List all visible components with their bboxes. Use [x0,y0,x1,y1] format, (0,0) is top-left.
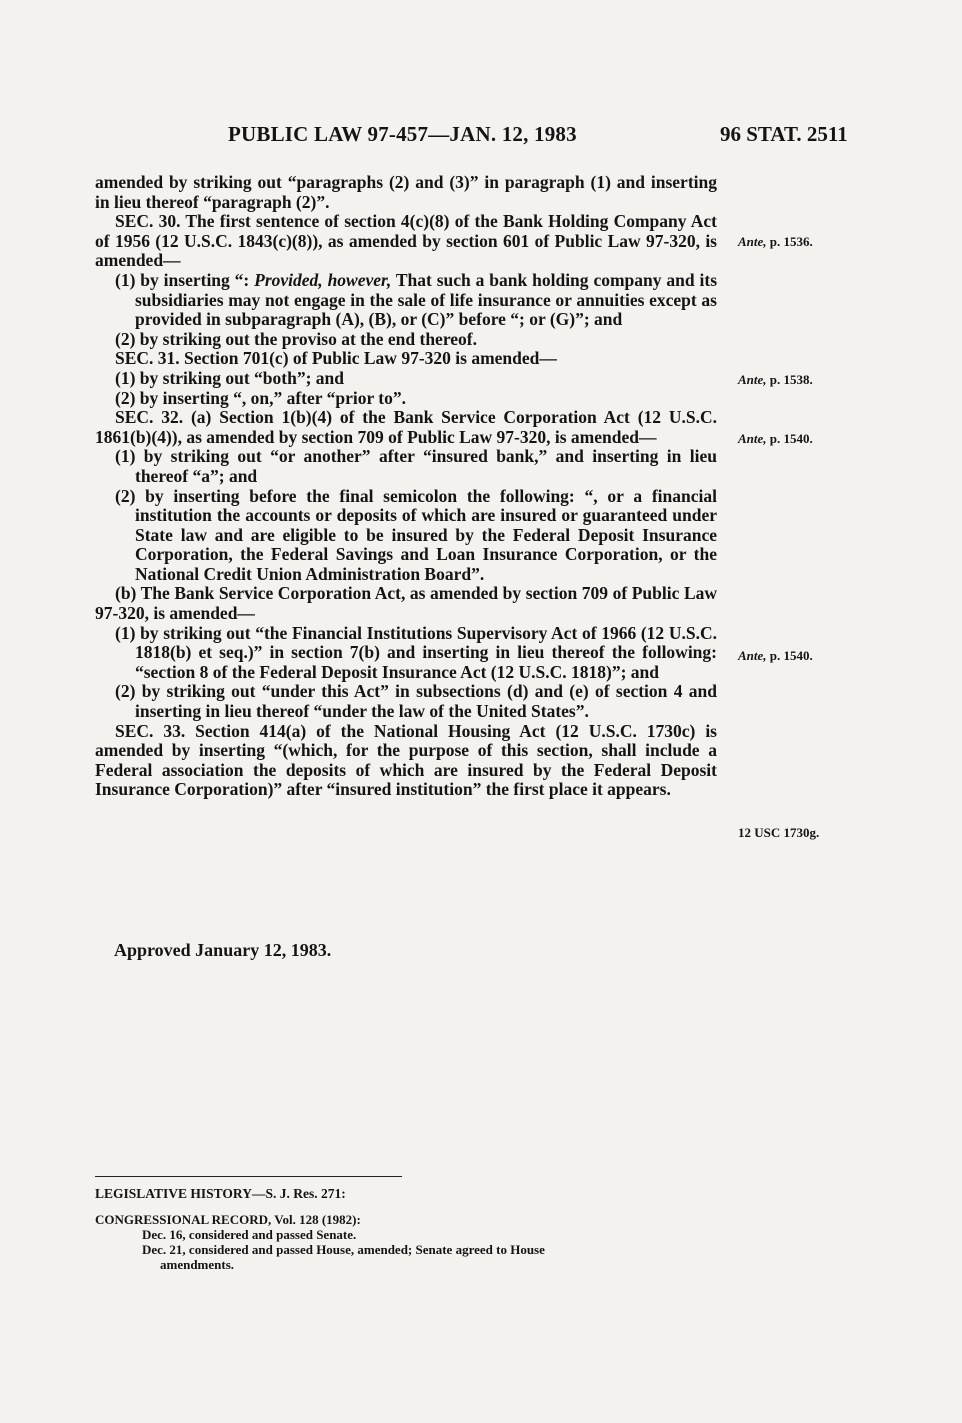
section-33: SEC. 33. Section 414(a) of the National Housing Act (12 U.S.C. 1730c) is amended by inserting “(which, for the purpose of this section, shall include a Federal association the deposits of which are insured by the Federal Deposit Insurance Corporation)” after “insured institution” the first place it appears. [95,720,717,800]
item-text: (1) by inserting “: [115,269,255,290]
margin-note-page: p. 1540. [769,648,813,663]
section-30: SEC. 30. The first sentence of section 4(c)(8) of the Bank Holding Company Act of 1956 (12 U.S.C. 1843(c)(8)), as amended by section 601 of Public Law 97-320, is amended— [95,211,717,271]
margin-note-page: p. 1538. [769,372,813,387]
section-31: SEC. 31. Section 701(c) of Public Law 97-320 is amended— [115,348,557,369]
section-30-item-2: (2) by striking out the proviso at the end thereof. [115,328,477,349]
margin-note-ante: Ante, [738,431,767,446]
section-30-item-1 [95,271,717,330]
margin-note-1 [738,234,813,250]
body-text [95,173,717,800]
margin-note-4 [738,648,813,664]
item-text: That such a bank holding company and its subsidiaries may not engage in the sale of life insurance or annuities except as provided in subparagraph (A), (B), or (C)” before “; or (G)”; and [135,269,717,330]
margin-note-5: 12 USC 1730g. [738,825,820,840]
margin-note-ante: Ante, [738,234,767,249]
record-entry: Dec. 21, considered and passed House, amended; Senate agreed to House [142,1242,545,1257]
margin-note-page: p. 1540. [769,431,813,446]
section-32b: (b) The Bank Service Corporation Act, as amended by section 709 of Public Law 97-320, is amended— [95,583,717,624]
page-header-stat: 96 STAT. 2511 [720,122,848,146]
margin-note-ante: Ante, [738,372,767,387]
page-header-title: PUBLIC LAW 97-457—JAN. 12, 1983 [228,122,577,146]
section-32a-item-1: (1) by striking out “or another” after “insured bank,” and inserting in lieu thereof “a”; and [115,446,717,486]
margin-note-page: p. 1536. [769,234,813,249]
congressional-record [95,1212,545,1272]
margin-note-3 [738,431,813,447]
paragraph-continuation: amended by striking out “paragraphs (2) and (3)” in paragraph (1) and inserting in lieu thereof “paragraph (2)”. [95,172,717,212]
item-italic-text: Provided, however, [254,269,392,290]
approval-date: Approved January 12, 1983. [114,940,332,960]
record-entry-continuation: amendments. [160,1257,235,1272]
record-entry: Dec. 16, considered and passed Senate. [142,1227,357,1242]
section-31-item-1: (1) by striking out “both”; and [115,367,345,388]
legislative-history-heading: LEGISLATIVE HISTORY—S. J. Res. 271: [95,1186,346,1201]
section-32a: SEC. 32. (a) Section 1(b)(4) of the Bank Service Corporation Act (12 U.S.C. 1861(b)(4)), as amended by section 709 of Public Law 97-320, is amended— [95,407,717,447]
margin-note-2 [738,372,813,388]
footnote-divider [95,1176,402,1177]
section-32b-item-1: (1) by striking out “the Financial Institutions Supervisory Act of 1966 (12 U.S.C. 1818(b) et seq.)” in section 7(b) and inserting in lieu thereof the following: “section 8 of the Federal Deposit Insurance Act (12 U.S.C. 1818)”; and [115,622,717,682]
section-32a-item-2: (2) by inserting before the final semicolon the following: “, or a financial institution the accounts or deposits of which are insured or guaranteed under State law and are eligible to be insured by the Federal Deposit Insurance Corporation, the Federal Savings and Loan Insurance Corporation, or the National Credit Union Administration Board”. [115,485,717,584]
margin-note-ante: Ante, [738,648,767,663]
congressional-record-heading: CONGRESSIONAL RECORD, Vol. 128 (1982): [95,1212,361,1227]
section-31-item-2: (2) by inserting “, on,” after “prior to”. [115,387,406,408]
section-32b-item-2: (2) by striking out “under this Act” in subsections (d) and (e) of section 4 and inserting in lieu thereof “under the law of the United States”. [115,681,717,722]
